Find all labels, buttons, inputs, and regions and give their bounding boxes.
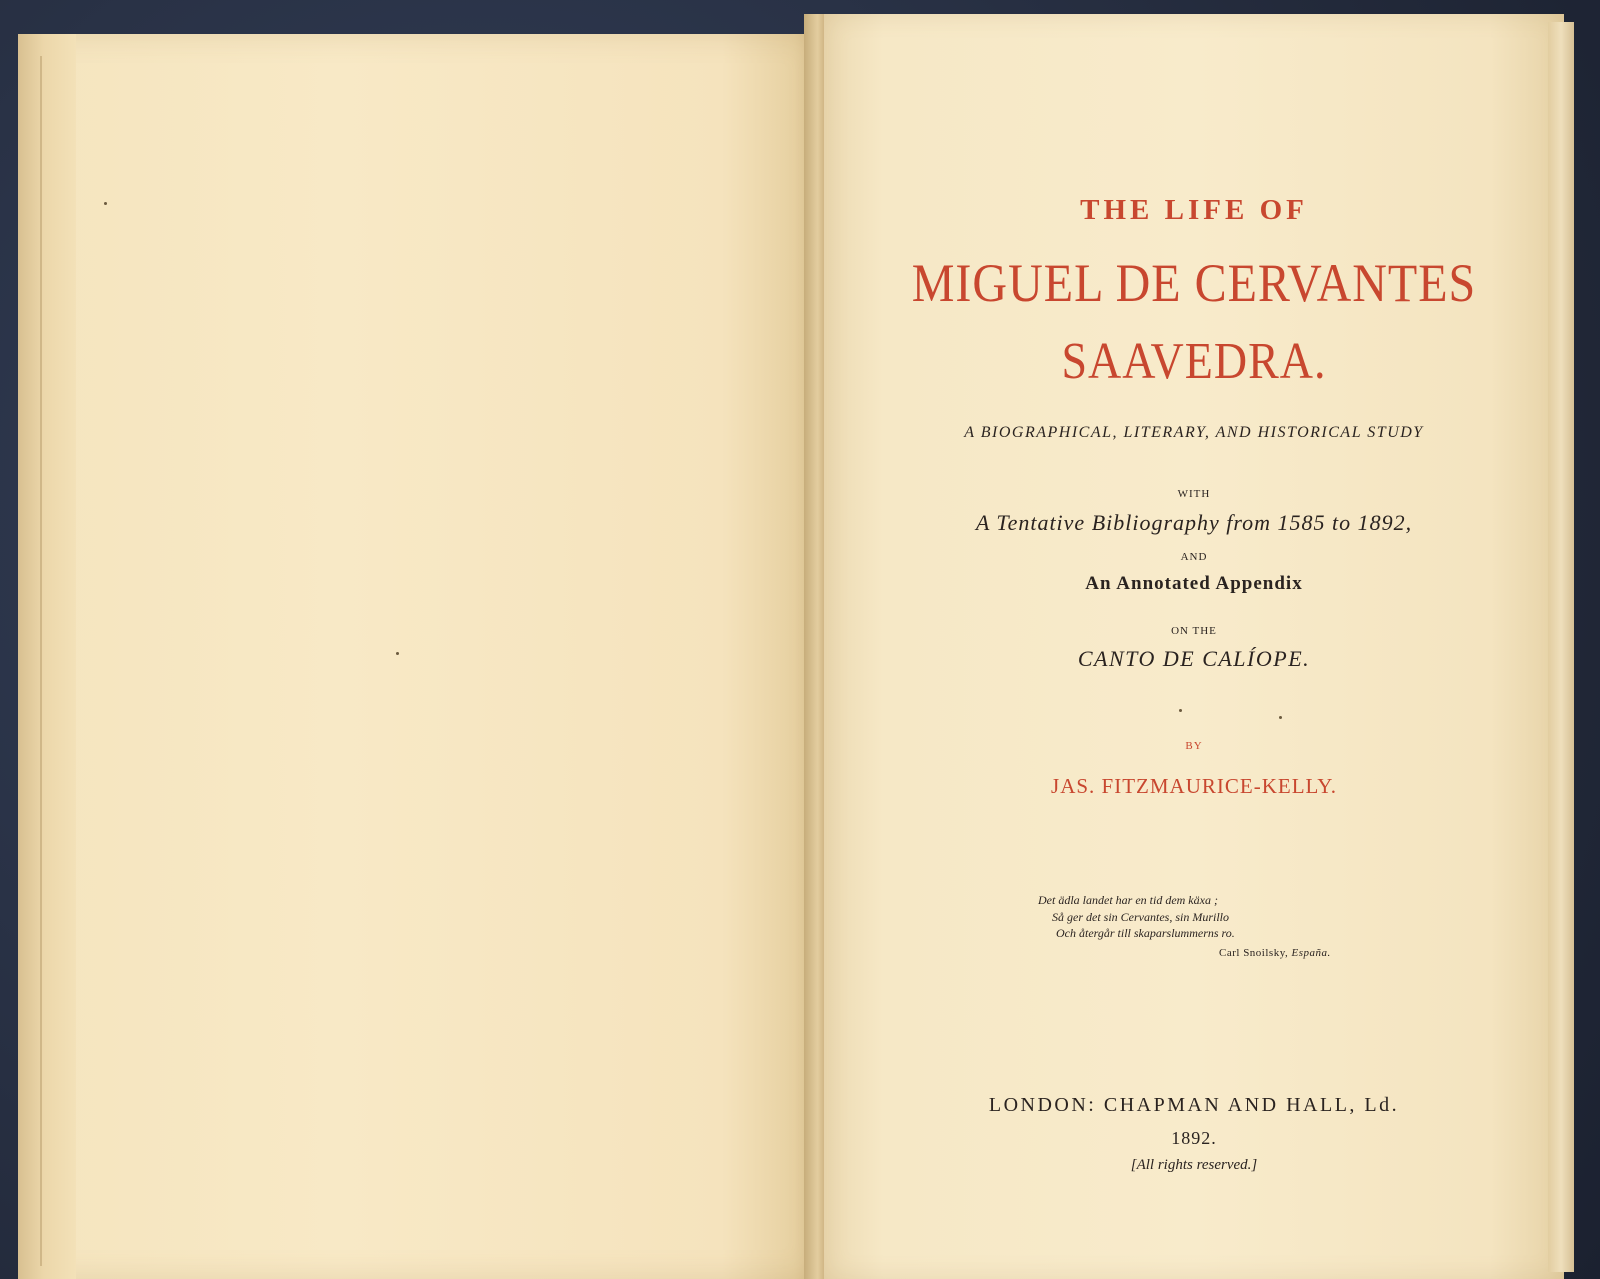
attribution-work: España. [1291,947,1331,959]
epigraph-line: Det ädla landet har en tid dem käxa ; [1038,893,1218,907]
blank-left-page [18,34,818,1279]
left-page-border [40,56,42,1266]
title-line-2: MIGUEL DE CERVANTES [911,253,1477,314]
epigraph-attribution [1219,947,1331,959]
and-label: AND [1180,551,1208,563]
epigraph-line: Och återgår till skaparslummerns ro. [1056,926,1235,940]
publisher-imprint: LONDON: CHAPMAN AND HALL, Ld. [988,1094,1400,1116]
attribution-author: Carl Snoilsky, [1219,947,1289,959]
bibliography-line: A Tentative Bibliography from 1585 to 1892, [975,510,1413,535]
paper-speck [1279,716,1282,719]
page-fore-edge [1548,22,1574,1272]
left-page-edge [18,34,76,1279]
title-line-3: SAAVEDRA. [1061,331,1327,390]
rights-notice: [All rights reserved.] [1130,1157,1258,1173]
by-label: BY [1185,740,1203,752]
with-label: WITH [1177,488,1211,500]
subtitle: A BIOGRAPHICAL, LITERARY, AND HISTORICAL STUDY [964,424,1424,441]
paper-speck [1179,709,1182,712]
title-line-1: THE LIFE OF [1080,194,1308,226]
title-block [824,14,1564,1279]
on-the-label: ON THE [1171,625,1217,637]
appendix-line: An Annotated Appendix [1085,573,1303,594]
title-page [824,14,1564,1279]
publication-year: 1892. [1171,1128,1217,1148]
paper-speck [104,202,107,205]
epigraph-line: Så ger det sin Cervantes, sin Murillo [1052,910,1229,924]
canto-line: CANTO DE CALÍOPE. [1077,646,1311,671]
author-name: JAS. FITZMAURICE-KELLY. [1051,774,1337,798]
paper-speck [396,652,399,655]
book-spread [18,14,1563,1279]
